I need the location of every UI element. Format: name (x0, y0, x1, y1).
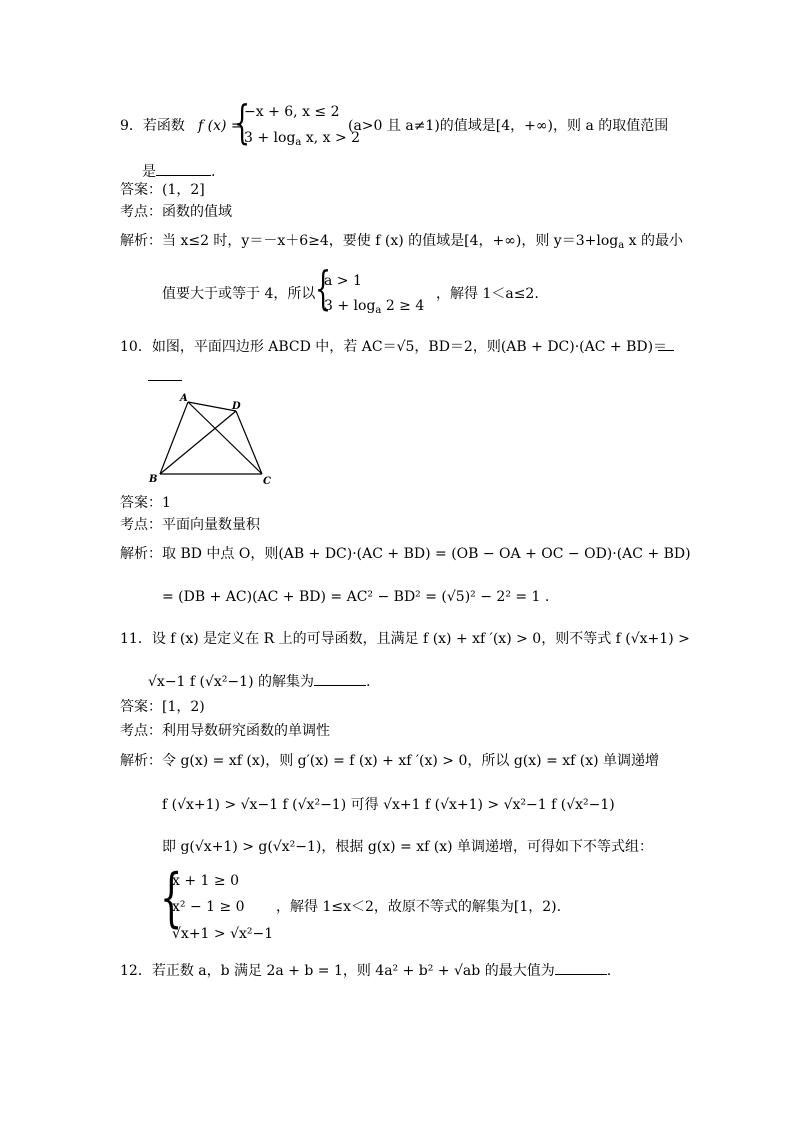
q11-solution-line-3: 即 g(√x+1) > g(√x²−1)，根据 g(x) = xf (x) 单调递增，可得如下不等式组： (162, 839, 654, 855)
edge-ab (160, 402, 188, 474)
q11-system-3: √x+1 > √x²−1 (172, 926, 274, 942)
q10-blank (658, 338, 674, 356)
q9-condition: (a>0 且 a≠1)的值域是[4，+∞)，则 a 的取值范围 (348, 118, 669, 134)
q9-solution-line-2: 值要大于或等于 4，所以 (162, 286, 316, 302)
q9-answer: 答案：(1，2] (120, 182, 205, 198)
q9-case-2: $3 + \log_a x$, x > 2 (244, 130, 361, 148)
q9-system-2: $3 + \log_a 2 \ge 4$ (324, 298, 425, 316)
q11-solution-line-2: f (√x+1) > √x−1 f (√x²−1) 可得 √x+1 f (√x+1) > √x²−1 f (√x²−1) (162, 797, 615, 813)
q10-solution-line-2: = (DB + AC)(AC + BD) = AC² − BD² = (√5)² − 2² = 1 . (162, 589, 550, 605)
q11-system-2: x² − 1 ≥ 0 (172, 899, 245, 915)
q11-solution-result: ，解得 1≤x＜2，故原不等式的解集为[1，2). (276, 899, 562, 915)
edge-dc (236, 411, 262, 474)
q9-solution-line-1: 解析：当 x≤2 时，y＝－x＋6≥4，要使 f (x) 的值域是[4，+∞)，则 $y=3+\log_a$ x 的最小 (120, 233, 683, 251)
q10-stem: 10．如图，平面四边形 ABCD 中，若 AC＝√5，BD＝2，则(AB + DC)·(AC + BD)＝ (120, 339, 668, 355)
diagonal-ac (188, 402, 262, 474)
q11-solution-line-1: 解析：令 g(x) = xf (x)，则 g′(x) = f (x) + xf ′(x) > 0，所以 g(x) = xf (x) 单调递增 (120, 753, 660, 769)
q9-solution-brace: { (315, 261, 332, 315)
q12-stem: 12．若正数 a，b 满足 2a + b = 1，则 4a² + b² + √ab 的最大值为 . (120, 963, 612, 979)
q10-solution-line-1: 解析：取 BD 中点 O，则(AB + DC)·(AC + BD) = (OB − OA + OC − OD)·(AC + BD) (120, 546, 691, 562)
q11-stem-line-2: √x−1 f (√x²−1) 的解集为 . (148, 674, 371, 690)
q9-brace: { (234, 95, 251, 149)
q9-continuation: 是 . (142, 164, 216, 180)
q9-case-1: −x + 6, x ≤ 2 (244, 104, 340, 120)
q11-topic: 考点：利用导数研究函数的单调性 (120, 723, 330, 739)
q11-stem-line-1: 11．设 f (x) 是定义在 R 上的可导函数，且满足 f (x) + xf ′(x) > 0，则不等式 f (√x+1) > (120, 631, 690, 647)
q9-number: 9．若函数 (120, 118, 185, 134)
q10-blank-continued (148, 368, 182, 386)
vertex-b-label: B (149, 474, 158, 485)
q9-topic: 考点：函数的值域 (120, 204, 232, 220)
q11-system-1: x + 1 ≥ 0 (172, 873, 239, 889)
diagonal-bd (160, 411, 236, 474)
vertex-d-label: D (232, 401, 241, 412)
q9-solution-result: ，解得 1＜a≤2. (436, 286, 539, 302)
q9-system-1: a > 1 (324, 273, 362, 289)
q9-function-label: f (x) = (198, 118, 243, 134)
q10-topic: 考点：平面向量数量积 (120, 517, 260, 533)
quadrilateral-figure (146, 390, 276, 488)
q11-system-brace: { (160, 861, 183, 935)
q10-answer: 答案：1 (120, 495, 171, 511)
q11-answer: 答案：[1，2) (120, 699, 205, 715)
vertex-c-label: C (263, 476, 271, 487)
vertex-a-label: A (180, 393, 188, 404)
